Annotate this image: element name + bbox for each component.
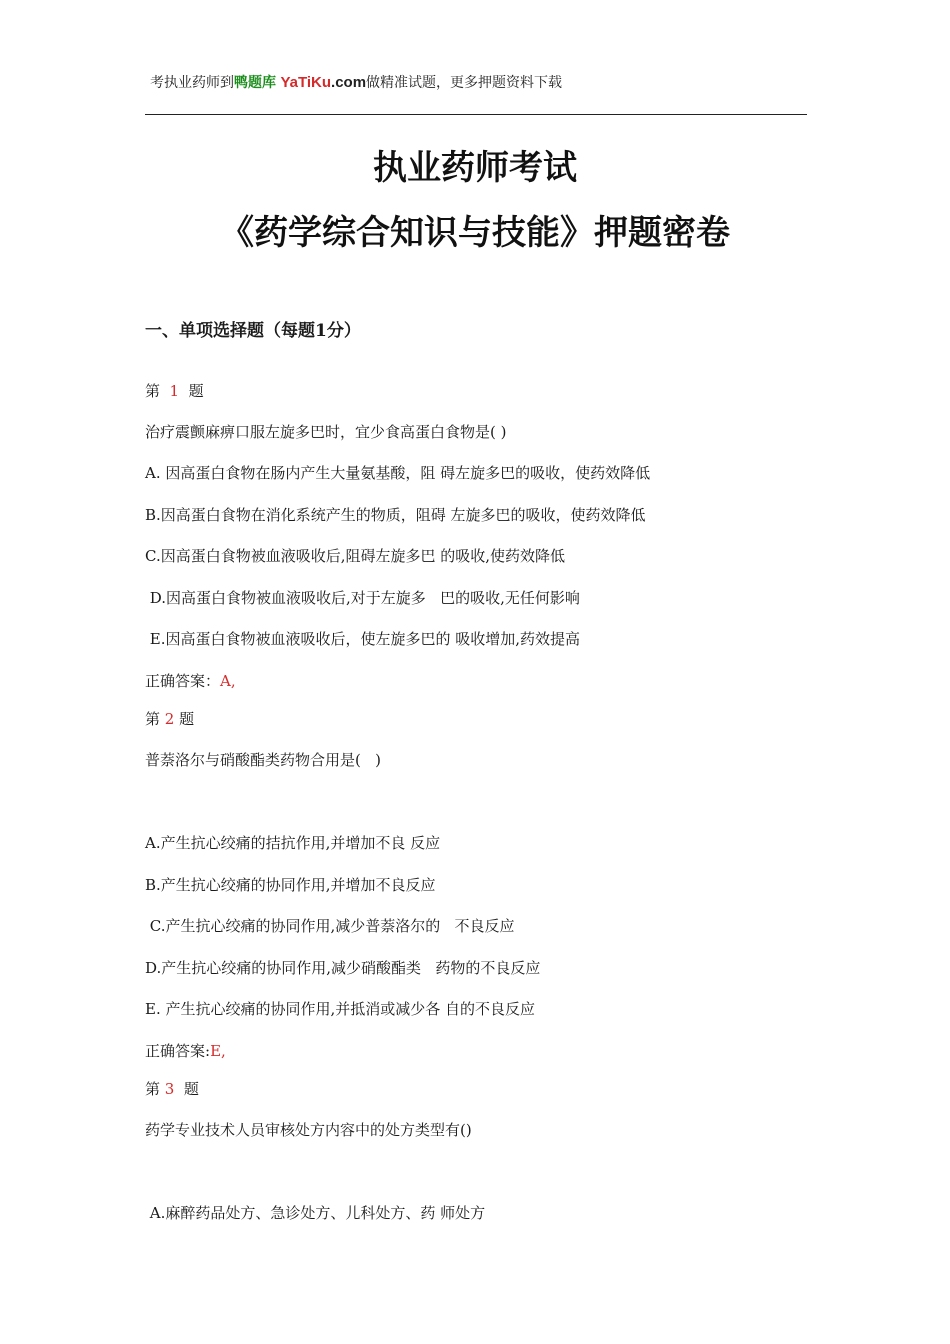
q3-label: 第 3 题	[145, 1080, 199, 1098]
q1-stem: 治疗震颤麻痹口服左旋多巴时，宜少食高蛋白食物是( )	[145, 423, 507, 441]
header-prefix: 考执业药师到	[150, 75, 234, 91]
brand-cn[interactable]: 鸭题库	[234, 75, 276, 91]
header-rule	[145, 114, 807, 115]
q1-option-a: A. 因高蛋白食物在肠内产生大量氨基酸，阻 碍左旋多巴的吸收，使药效降低	[145, 464, 651, 482]
q1-option-c: C.因高蛋白食物被血液吸收后,阻碍左旋多巴 的吸收,使药效降低	[145, 547, 566, 565]
q2-answer-value: E,	[210, 1042, 226, 1060]
q1-answer: 正确答案：A,	[145, 672, 236, 690]
q1-option-d: D.因高蛋白食物被血液吸收后,对于左旋多 巴的吸收,无任何影响	[145, 589, 580, 607]
q1-option-e: E.因高蛋白食物被血液吸收后，使左旋多巴的 吸收增加,药效提高	[145, 630, 581, 648]
brand-en[interactable]: YaTiKu	[280, 74, 332, 91]
page-header	[150, 72, 562, 92]
brand-com[interactable]: .com	[331, 74, 367, 91]
q2-option-c: C.产生抗心绞痛的协同作用,减少普萘洛尔的 不良反应	[145, 917, 515, 935]
doc-title-line1: 执业药师考试	[373, 148, 577, 188]
q2-label: 第 2 题	[145, 710, 195, 728]
q2-number: 2	[164, 710, 175, 728]
q2-stem: 普萘洛尔与硝酸酯类药物合用是( )	[145, 751, 382, 769]
q3-option-a: A.麻醉药品处方、急诊处方、儿科处方、药 师处方	[145, 1204, 486, 1222]
q1-number: 1	[169, 382, 180, 400]
header-suffix: 做精准试题，更多押题资料下载	[366, 75, 563, 91]
q2-option-a: A.产生抗心绞痛的拮抗作用,并增加不良 反应	[145, 834, 441, 852]
section-heading: 一、单项选择题（每题1分）	[145, 321, 361, 341]
q1-label: 第 1 题	[145, 382, 204, 400]
q2-option-e: E. 产生抗心绞痛的协同作用,并抵消或减少各 自的不良反应	[145, 1000, 536, 1018]
q2-option-d: D.产生抗心绞痛的协同作用,减少硝酸酯类 药物的不良反应	[145, 959, 541, 977]
q1-option-b: B.因高蛋白食物在消化系统产生的物质，阻碍 左旋多巴的吸收，使药效降低	[145, 506, 646, 524]
q3-stem: 药学专业技术人员审核处方内容中的处方类型有()	[145, 1121, 472, 1139]
q1-answer-value: A,	[220, 672, 236, 690]
q2-answer: 正确答案:E,	[145, 1042, 226, 1060]
q2-option-b: B.产生抗心绞痛的协同作用,并增加不良反应	[145, 876, 436, 894]
q3-number: 3	[164, 1080, 175, 1098]
doc-title-line2: 《药学综合知识与技能》押题密卷	[220, 213, 730, 253]
